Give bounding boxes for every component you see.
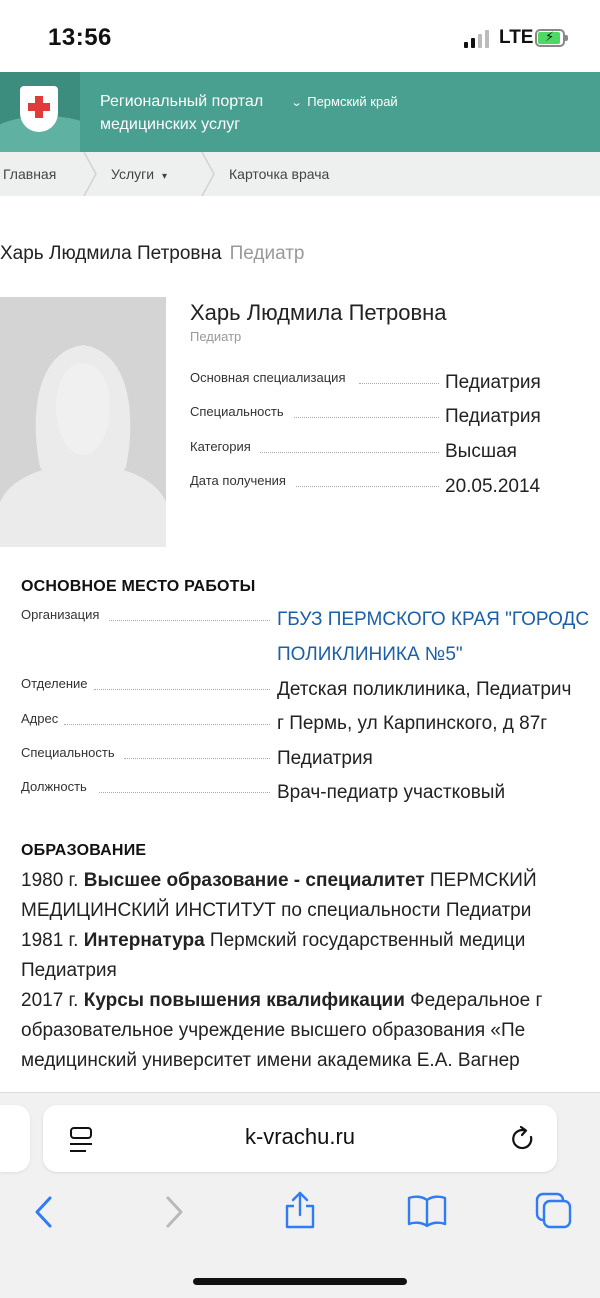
page-title-specialty: Педиатр: [229, 243, 305, 264]
breadcrumb-separator: [200, 152, 218, 196]
breadcrumb-services[interactable]: [111, 166, 167, 182]
dotted-leader: [359, 383, 439, 384]
breadcrumb-doctor-card: Карточка врача: [229, 166, 330, 182]
organization-link[interactable]: ГБУЗ ПЕРМСКОГО КРАЯ "ГОРОДС: [277, 609, 590, 630]
field-label: Организация: [21, 607, 100, 622]
region-label: Пермский край: [307, 94, 398, 109]
dotted-leader: [94, 689, 270, 690]
doctor-photo-placeholder: [0, 297, 166, 547]
doctor-name: Харь Людмила Петровна: [190, 300, 447, 325]
breadcrumb-services-label: Услуги: [111, 166, 155, 182]
status-time: 13:56: [48, 24, 112, 51]
portal-title[interactable]: Региональный портал медицинских услуг: [100, 93, 264, 133]
field-label: Категория: [190, 439, 251, 454]
previous-tab-preview[interactable]: [0, 1105, 30, 1172]
organization-link-line2[interactable]: ПОЛИКЛИНИКА №5": [277, 644, 463, 665]
home-indicator[interactable]: [193, 1278, 407, 1285]
education-line: 2017 г. Курсы повышения квалификации Федеральное г: [21, 990, 543, 1011]
doctor-specialty: Педиатр: [190, 329, 242, 344]
chevron-down-icon: ⌄: [290, 97, 303, 109]
reload-icon[interactable]: [509, 1125, 537, 1158]
education-line: медицинский университет имени академика Е.А. Вагнер: [21, 1050, 520, 1071]
education-section-title: ОБРАЗОВАНИЕ: [21, 842, 147, 859]
page-title-name: Харь Людмила Петровна: [0, 243, 222, 264]
site-header: [0, 72, 600, 152]
breadcrumb-home[interactable]: Главная: [3, 166, 57, 182]
field-value: Врач-педиатр участковый: [277, 782, 506, 803]
breadcrumb: [0, 152, 600, 196]
network-label: LTE: [499, 27, 534, 48]
bookmarks-icon[interactable]: [406, 1194, 448, 1233]
caret-down-icon: ▾: [161, 171, 167, 182]
field-label: Специальность: [190, 404, 284, 419]
education-line: Педиатрия: [21, 960, 117, 981]
field-label: Дата получения: [190, 473, 286, 488]
field-value: 20.05.2014: [445, 476, 541, 497]
portal-logo-icon[interactable]: [0, 72, 80, 152]
dotted-leader: [124, 758, 270, 759]
education-line: 1981 г. Интернатура Пермский государственный медици: [21, 930, 526, 951]
field-value: г Пермь, ул Карпинского, д 87г: [277, 713, 548, 734]
field-label: Основная специализация: [190, 370, 346, 385]
page-title: [0, 243, 305, 265]
signal-icon: [464, 30, 492, 48]
field-value: Педиатрия: [277, 748, 373, 769]
dotted-leader: [109, 620, 270, 621]
field-label: Адрес: [21, 711, 59, 726]
forward-icon[interactable]: [162, 1194, 186, 1235]
dotted-leader: [64, 724, 270, 725]
dotted-leader: [294, 417, 439, 418]
field-value: Педиатрия: [445, 406, 541, 427]
education-line: образовательное учреждение высшего образования «Пе: [21, 1020, 526, 1041]
region-selector[interactable]: [292, 94, 398, 109]
dotted-leader: [260, 452, 439, 453]
back-icon[interactable]: [32, 1194, 56, 1235]
battery-charging-icon: ⚡: [535, 29, 565, 47]
workplace-section-title: ОСНОВНОЕ МЕСТО РАБОТЫ: [21, 578, 256, 595]
field-label: Специальность: [21, 745, 115, 760]
avatar-silhouette-icon: [0, 297, 166, 547]
field-value: Детская поликлиника, Педиатрич: [277, 679, 572, 700]
education-line: МЕДИЦИНСКИЙ ИНСТИТУТ по специальности Педиатри: [21, 900, 532, 921]
breadcrumb-separator: [82, 152, 100, 196]
field-label: Отделение: [21, 676, 88, 691]
field-label: Должность: [21, 779, 87, 794]
education-text: [21, 866, 600, 1076]
dotted-leader: [296, 486, 439, 487]
share-icon[interactable]: [282, 1190, 318, 1235]
tabs-icon[interactable]: [535, 1192, 573, 1235]
field-value: Педиатрия: [445, 372, 541, 393]
education-line: 1980 г. Высшее образование - специалитет ПЕРМСКИЙ: [21, 870, 537, 891]
dotted-leader: [99, 792, 270, 793]
url-text[interactable]: k-vrachu.ru: [244, 1124, 356, 1149]
field-value: Высшая: [445, 441, 517, 462]
